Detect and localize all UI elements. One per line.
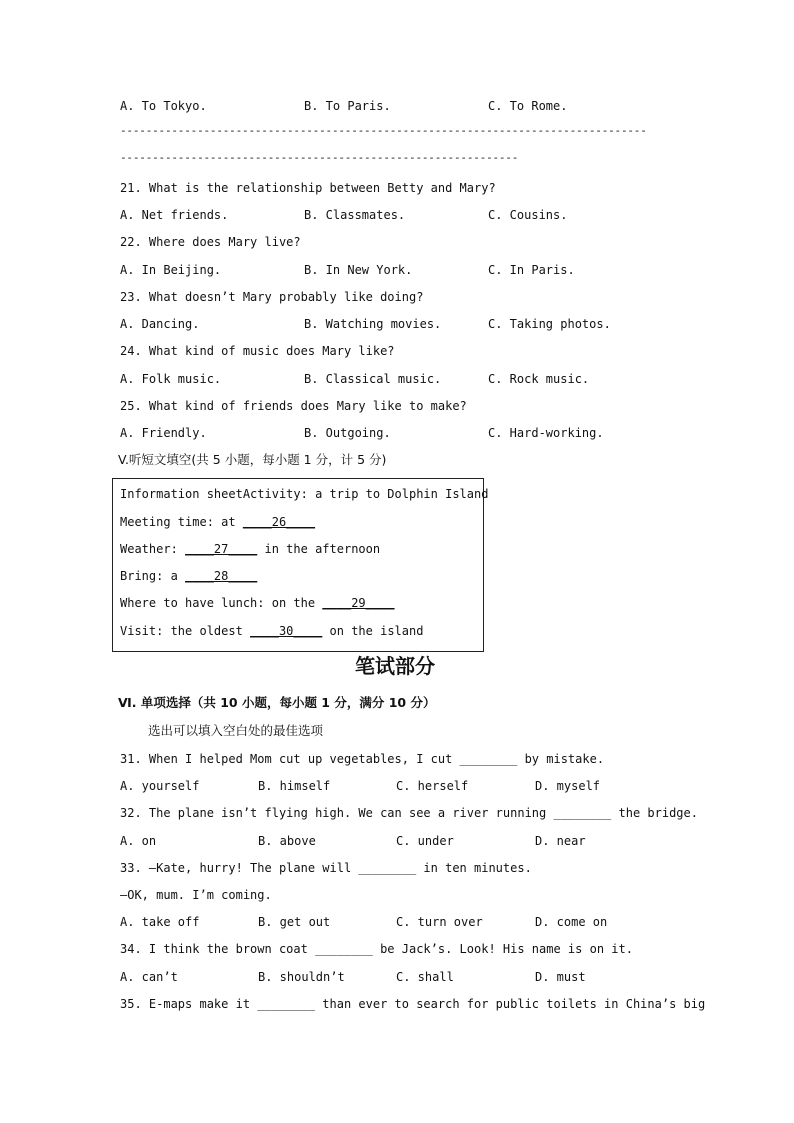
option-a: A. Dancing. [120,317,200,331]
info-row-weather [120,541,380,557]
info-row-lunch [120,595,395,611]
q25-text: 25. What kind of friends does Mary like to make? [120,399,467,413]
q35-text: 35. E-maps make it ________ than ever to search for public toilets in China’s big [120,997,706,1011]
info-label: Meeting time: at [120,515,243,529]
option-b: B. To Paris. [304,99,391,113]
q22-text: 22. Where does Mary live? [120,235,301,249]
option-b: B. Classmates. [304,208,406,222]
q31-text: 31. When I helped Mom cut up vegetables, I cut ________ by mistake. [120,752,605,766]
option-b: B. himself [258,779,331,793]
blank-27: ____27____ [185,542,258,556]
blank-30: ____30____ [250,624,323,638]
info-label: Weather: [120,542,186,556]
option-c: C. Cousins. [488,208,568,222]
info-suffix: on the island [322,624,424,638]
info-row-meeting-time [120,514,315,530]
info-label: Where to have lunch: on the [120,596,323,610]
option-c: C. Rock music. [488,372,590,386]
q21-text: 21. What is the relationship between Betty and Mary? [120,181,496,195]
q33-reply: —OK, mum. I’m coming. [120,888,272,902]
option-c: C. Taking photos. [488,317,611,331]
option-d: D. myself [535,779,601,793]
option-b: B. Watching movies. [304,317,442,331]
option-a: A. Net friends. [120,208,229,222]
info-sheet-title: Information sheetActivity: a trip to Dolphin Island [120,487,489,501]
option-c: C. To Rome. [488,99,568,113]
option-a: A. Folk music. [120,372,222,386]
q24-text: 24. What kind of music does Mary like? [120,344,395,358]
blank-28: ____28____ [185,569,258,583]
option-c: C. Hard-working. [488,426,604,440]
info-row-bring [120,568,257,584]
option-d: D. near [535,834,586,848]
option-a: A. In Beijing. [120,263,222,277]
q32-text: 32. The plane isn’t flying high. We can see a river running ________ the bridge. [120,806,698,820]
information-sheet-box [112,478,489,652]
option-c: C. herself [396,779,469,793]
option-c: C. under [396,834,454,848]
option-c: C. In Paris. [488,263,575,277]
info-suffix: in the afternoon [257,542,381,556]
option-b: B. In New York. [304,263,413,277]
option-d: D. come on [535,915,608,929]
section-vi-title: Ⅵ. 单项选择（共 10 小题，每小题 1 分，满分 10 分） [118,695,436,710]
written-part-heading: 笔试部分 [355,654,435,678]
option-c: C. shall [396,970,454,984]
info-label: Bring: a [120,569,186,583]
option-b: B. Outgoing. [304,426,391,440]
separator-dashes-1: ---------------------------------------------------------------------------------- [120,124,647,137]
option-a: A. on [120,834,157,848]
option-a: A. To Tokyo. [120,99,207,113]
info-row-visit [120,623,423,639]
separator-dashes-2: -------------------------------------------------------------- [120,151,519,164]
option-a: A. yourself [120,779,200,793]
option-c: C. turn over [396,915,483,929]
blank-26: ____26____ [242,515,316,529]
option-b: B. shouldn’t [258,970,345,984]
q33-text: 33. —Kate, hurry! The plane will ________ in ten minutes. [120,861,532,875]
section-vi-instruction: 选出可以填入空白处的最佳选项 [148,723,324,738]
option-a: A. can’t [120,970,178,984]
option-b: B. Classical music. [304,372,442,386]
q34-text: 34. I think the brown coat ________ be Jack’s. Look! His name is on it. [120,942,633,956]
option-b: B. above [258,834,316,848]
section-v-title: V.听短文填空(共 5 小题，每小题 1 分，计 5 分) [118,452,387,467]
option-a: A. Friendly. [120,426,207,440]
option-d: D. must [535,970,586,984]
info-label: Visit: the oldest [120,624,251,638]
q23-text: 23. What doesn’t Mary probably like doing? [120,290,424,304]
blank-29: ____29____ [322,596,395,610]
option-b: B. get out [258,915,331,929]
option-a: A. take off [120,915,200,929]
